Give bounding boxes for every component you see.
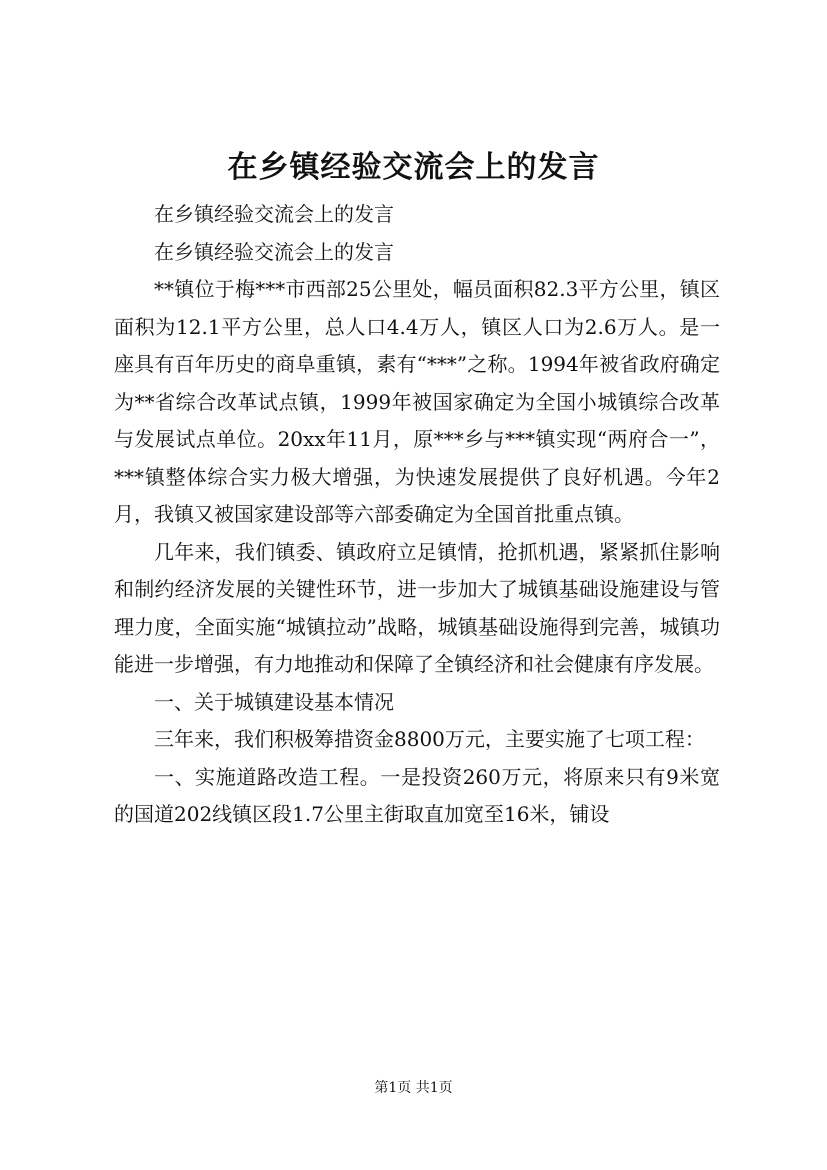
section-heading: 一、关于城镇建设基本情况: [154, 689, 394, 714]
paragraph-road-project: 一、实施道路改造工程。一是投资260万元，将原来只有9米宽的国道202线镇区段1.7公里主街取直加宽至16米，铺设: [114, 764, 720, 826]
document-title: 在乡镇经验交流会上的发言: [227, 150, 600, 185]
paragraph-town-overview: **镇位于梅***市西部25公里处，幅员面积82.3平方公里，镇区面积为12.1平方公里，总人口4.4万人，镇区人口为2.6万人。是一座具有百年历史的商阜重镇，素有“***”之称。1994年被省政府确定为**省综合改革试点镇，1999年被国家确定为全国小城镇综合改革与发展试点单位。20xx年11月，原***乡与***镇实现“两府合一”，***镇整体综合实力极大增强，为快速发展提供了良好机遇。今年2月，我镇又被国家建设部等六部委确定为全国首批重点镇。: [114, 277, 720, 526]
document-body: [114, 196, 720, 834]
paragraph-subtitle-2: 在乡镇经验交流会上的发言: [154, 239, 394, 264]
paragraph-subtitle-1: 在乡镇经验交流会上的发言: [154, 202, 394, 226]
page-footer: 第1页 共1页: [374, 1080, 453, 1096]
paragraph-funding: 三年来，我们积极筹措资金8800万元，主要实施了七项工程：: [154, 727, 705, 751]
paragraph-development: 几年来，我们镇委、镇政府立足镇情，抢抓机遇，紧紧抓住影响和制约经济发展的关键性环节，进一步加大了城镇基础设施建设与管理力度，全面实施“城镇拉动”战略，城镇基础设施得到完善，城镇功能进一步增强，有力地推动和保障了全镇经济和社会健康有序发展。: [114, 539, 720, 676]
